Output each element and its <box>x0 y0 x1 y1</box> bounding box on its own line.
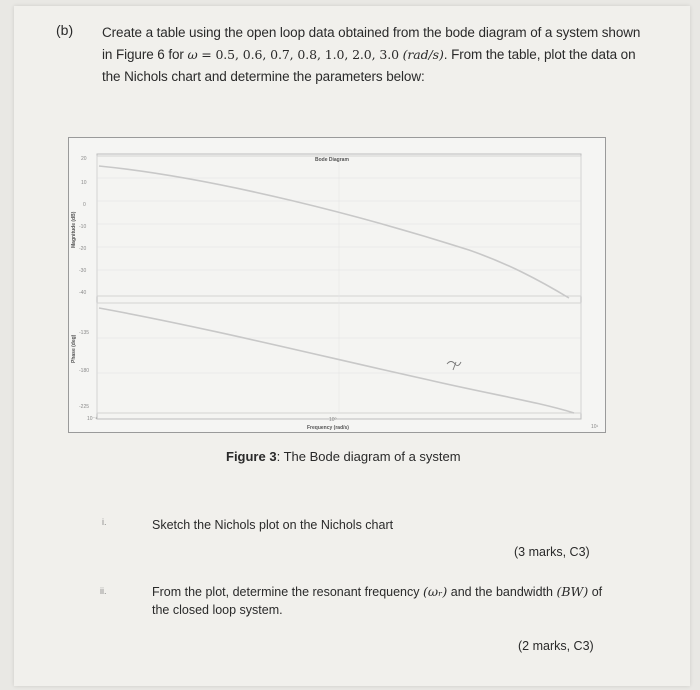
phase-tick: -180 <box>79 368 90 374</box>
mag-tick: 20 <box>81 156 87 162</box>
item-text-block <box>152 583 612 619</box>
question-text <box>102 22 642 88</box>
magnitude-axis-label: Magnitude (dB) <box>71 211 77 248</box>
phase-tick: -135 <box>79 330 90 336</box>
caption-text: : The Bode diagram of a system <box>276 449 461 464</box>
mag-tick: -20 <box>79 246 87 252</box>
item-text-before: From the plot, determine the resonant frequency <box>152 585 420 599</box>
caption-label: Figure 3 <box>226 449 277 464</box>
item-text: Sketch the Nichols plot on the Nichols chart <box>152 518 394 532</box>
item-marks: (2 marks, C3) <box>518 639 594 653</box>
item-marks: (3 marks, C3) <box>514 545 590 559</box>
part-label: (b) <box>56 22 74 38</box>
plot-title: Bode Diagram <box>315 157 349 163</box>
omega-symbol: ω <box>187 47 198 62</box>
figure-caption <box>226 449 461 464</box>
mag-tick: -10 <box>79 224 87 230</box>
bode-figure <box>68 137 606 433</box>
omega-units: (rad/s) <box>402 47 444 62</box>
bandwidth-symbol: (BW) <box>556 584 589 599</box>
mag-tick: -30 <box>79 268 87 274</box>
bode-diagram <box>69 138 605 432</box>
freq-tick-left: 10⁻¹ <box>87 416 97 422</box>
question-text-after: . From the table, plot the data on the Nichols chart and determine the parameters below: <box>102 47 636 84</box>
x-axis-label: Frequency (rad/s) <box>307 425 349 431</box>
mag-tick: 10 <box>81 180 87 186</box>
mag-tick: 0 <box>83 202 86 208</box>
phase-axis-label: Phase (deg) <box>71 334 77 363</box>
phase-tick: -225 <box>79 404 90 410</box>
item-number: i. <box>102 517 107 527</box>
item-text-after: of the closed loop system. <box>152 585 603 617</box>
question-text-before: Create a table using the open loop data obtained from the bode diagram of a system shown in Figure 6 for <box>102 25 641 62</box>
freq-tick-right: 10¹ <box>591 424 599 430</box>
freq-tick-mid: 10⁰ <box>329 417 337 423</box>
item-number: ii. <box>100 586 107 596</box>
item-text-mid: and the bandwidth <box>450 585 553 599</box>
omega-values: = 0.5, 0.6, 0.7, 0.8, 1.0, 2.0, 3.0 <box>201 47 399 62</box>
mag-tick: -40 <box>79 290 87 296</box>
resonant-frequency-symbol: (ωᵣ) <box>423 584 448 599</box>
